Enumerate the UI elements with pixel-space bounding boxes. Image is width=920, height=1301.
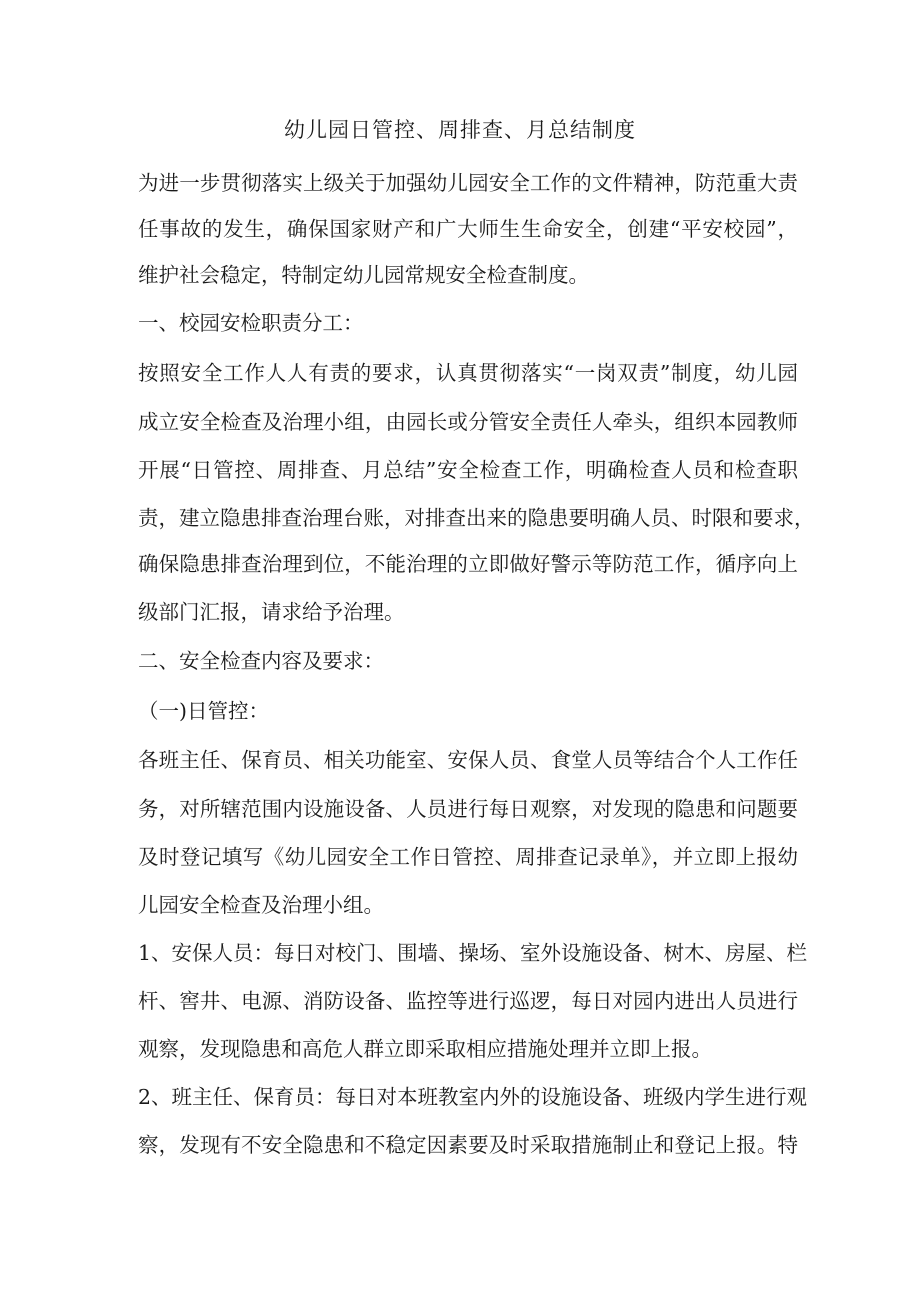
paragraph-line: 各班主任、保育员、相关功能室、安保人员、食堂人员等结合个人工作任 [138,748,798,772]
paragraph-line: 级部门汇报，请求给予治理。 [138,600,405,624]
paragraph-line: 1、安保人员：每日对校门、围墙、操场、室外设施设备、树木、房屋、栏 [138,941,808,965]
paragraph-line: 察，发现有不安全隐患和不稳定因素要及时采取措施制止和登记上报。特 [138,1133,798,1157]
paragraph-line: 儿园安全检查及治理小组。 [138,893,384,917]
paragraph-line: 务，对所辖范围内设施设备、人员进行每日观察，对发现的隐患和问题要 [138,797,798,821]
paragraph-line: 观察，发现隐患和高危人群立即采取相应措施处理并立即上报。 [138,1037,712,1061]
section-heading: 一、校园安检职责分工： [138,311,364,335]
paragraph-line: 杆、窖井、电源、消防设备、监控等进行巡逻，每日对园内进出人员进行 [138,989,798,1013]
paragraph-line: 及时登记填写《幼儿园安全工作日管控、周排查记录单》，并立即上报幼 [138,845,798,869]
paragraph-line: 2、班主任、保育员：每日对本班教室内外的设施设备、班级内学生进行观 [138,1085,808,1109]
paragraph-line: 维护社会稳定，特制定幼儿园常规安全检查制度。 [138,263,589,287]
paragraph-line: 责，建立隐患排查治理台账，对排查出来的隐患要明确人员、时限和要求， [138,506,815,530]
paragraph-line: 开展“日管控、周排查、月总结”安全检查工作，明确检查人员和检查职 [138,458,798,482]
paragraph-line: 任事故的发生，确保国家财产和广大师生生命安全，创建“平安校园”， [138,217,798,241]
section-heading: 二、安全检查内容及要求： [138,649,384,673]
paragraph-line: 成立安全检查及治理小组，由园长或分管安全责任人牵头，组织本园教师 [138,410,798,434]
paragraph-line: 按照安全工作人人有责的要求，认真贯彻落实“一岗双责”制度，幼儿园 [138,361,798,385]
subsection-heading: （一)日管控： [138,699,269,723]
paragraph-line: 为进一步贯彻落实上级关于加强幼儿园安全工作的文件精神，防范重大责 [138,171,798,195]
document-title: 幼儿园日管控、周排查、月总结制度 [284,118,636,142]
paragraph-line: 确保隐患排查治理到位，不能治理的立即做好警示等防范工作，循序向上 [138,552,798,576]
